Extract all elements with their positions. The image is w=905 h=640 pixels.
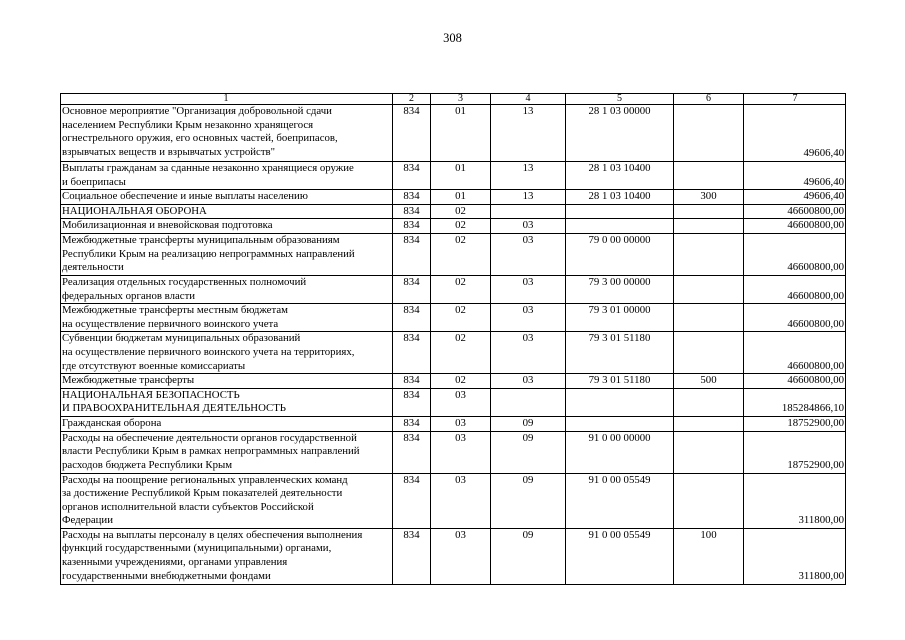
table-row [61,431,846,473]
cell-col5 [566,416,674,431]
cell-col4: 09 [491,431,566,473]
page-number: 308 [443,31,462,45]
header-cell-5: 5 [566,94,674,105]
cell-col6 [674,431,744,473]
cell-col3: 02 [431,219,491,234]
cell-col1: Межбюджетные трансферты муниципальным образованиям Республики Крым на реализацию непрограммных направлений деятельности [61,233,393,275]
header-cell-4: 4 [491,94,566,105]
cell-col3: 02 [431,374,491,389]
table-row [61,190,846,205]
cell-col7: 49606,40 [744,162,846,190]
cell-col1: Выплаты гражданам за сданные незаконно хранящиеся оружие и боеприпасы [61,162,393,190]
cell-col4: 03 [491,275,566,303]
cell-col6 [674,105,744,162]
cell-col7: 46600800,00 [744,374,846,389]
cell-col3: 03 [431,473,491,528]
cell-col4: 03 [491,374,566,389]
cell-col7: 185284866,10 [744,388,846,416]
cell-col6 [674,473,744,528]
cell-col1: Расходы на выплаты персоналу в целях обеспечения выполнения функций государственными (муниципальными) органами, казенными учреждениями, органами управления государственными внебюджетными фондами [61,528,393,584]
cell-col7: 49606,40 [744,190,846,205]
cell-col3: 02 [431,233,491,275]
header-cell-1: 1 [61,94,393,105]
cell-col3: 03 [431,528,491,584]
cell-col7: 311800,00 [744,528,846,584]
cell-col4: 03 [491,233,566,275]
cell-col1: Расходы на поощрение региональных управленческих команд за достижение Республикой Крым показателей деятельности органов исполнительной власти субъектов Российской Федерации [61,473,393,528]
cell-col4: 03 [491,304,566,332]
cell-col2: 834 [393,304,431,332]
cell-col1: НАЦИОНАЛЬНАЯ БЕЗОПАСНОСТЬ И ПРАВООХРАНИТЕЛЬНАЯ ДЕЯТЕЛЬНОСТЬ [61,388,393,416]
cell-col7: 46600800,00 [744,233,846,275]
cell-col6 [674,162,744,190]
table-row [61,332,846,374]
cell-col1: Мобилизационная и вневойсковая подготовка [61,219,393,234]
cell-col7: 46600800,00 [744,204,846,219]
cell-col4: 13 [491,190,566,205]
cell-col3: 01 [431,162,491,190]
cell-col4: 09 [491,473,566,528]
cell-col2: 834 [393,431,431,473]
cell-col2: 834 [393,190,431,205]
table-row [61,388,846,416]
cell-col7: 46600800,00 [744,332,846,374]
cell-col3: 03 [431,416,491,431]
cell-col6: 100 [674,528,744,584]
cell-col1: Расходы на обеспечение деятельности органов государственной власти Республики Крым в рамках непрограммных направлений расходов бюджета Республики Крым [61,431,393,473]
cell-col2: 834 [393,204,431,219]
cell-col4: 09 [491,528,566,584]
cell-col2: 834 [393,275,431,303]
cell-col7: 18752900,00 [744,416,846,431]
table-row [61,416,846,431]
cell-col6 [674,388,744,416]
cell-col4 [491,204,566,219]
cell-col3: 01 [431,105,491,162]
cell-col1: Социальное обеспечение и иные выплаты населению [61,190,393,205]
cell-col4: 13 [491,105,566,162]
cell-col4: 09 [491,416,566,431]
cell-col4: 03 [491,219,566,234]
cell-col5: 91 0 00 05549 [566,528,674,584]
table-row [61,304,846,332]
cell-col5: 79 3 01 51180 [566,332,674,374]
cell-col6 [674,416,744,431]
cell-col5 [566,204,674,219]
cell-col5: 28 1 03 00000 [566,105,674,162]
cell-col6: 500 [674,374,744,389]
cell-col3: 03 [431,431,491,473]
table-row [61,162,846,190]
cell-col3: 02 [431,304,491,332]
table-row [61,275,846,303]
cell-col3: 02 [431,204,491,219]
table-row [61,528,846,584]
cell-col4: 13 [491,162,566,190]
cell-col3: 02 [431,275,491,303]
cell-col2: 834 [393,416,431,431]
cell-col1: НАЦИОНАЛЬНАЯ ОБОРОНА [61,204,393,219]
cell-col5 [566,219,674,234]
cell-col6 [674,275,744,303]
table-row [61,105,846,162]
budget-table [60,93,846,585]
table-row [61,233,846,275]
cell-col2: 834 [393,528,431,584]
cell-col7: 18752900,00 [744,431,846,473]
header-cell-3: 3 [431,94,491,105]
table-row [61,473,846,528]
cell-col7: 311800,00 [744,473,846,528]
cell-col2: 834 [393,162,431,190]
cell-col5: 91 0 00 05549 [566,473,674,528]
cell-col5: 79 3 01 51180 [566,374,674,389]
cell-col5: 79 3 01 00000 [566,304,674,332]
cell-col5 [566,388,674,416]
cell-col1: Реализация отдельных государственных полномочий федеральных органов власти [61,275,393,303]
cell-col3: 03 [431,388,491,416]
cell-col1: Основное мероприятие "Организация добровольной сдачи населением Республики Крым незаконно хранящегося огнестрельного оружия, его основных частей, боеприпасов, взрывчатых веществ и взрывчатых устройств" [61,105,393,162]
table-row [61,204,846,219]
cell-col3: 02 [431,332,491,374]
cell-col4: 03 [491,332,566,374]
cell-col1: Гражданская оборона [61,416,393,431]
cell-col7: 46600800,00 [744,304,846,332]
cell-col6 [674,204,744,219]
table-row [61,374,846,389]
cell-col6 [674,233,744,275]
cell-col7: 46600800,00 [744,275,846,303]
header-cell-6: 6 [674,94,744,105]
cell-col2: 834 [393,388,431,416]
cell-col6: 300 [674,190,744,205]
cell-col4 [491,388,566,416]
cell-col1: Субвенции бюджетам муниципальных образований на осуществление первичного воинского учета на территориях, где отсутствуют военные комиссариаты [61,332,393,374]
cell-col2: 834 [393,105,431,162]
header-cell-2: 2 [393,94,431,105]
cell-col2: 834 [393,473,431,528]
cell-col5: 28 1 03 10400 [566,162,674,190]
cell-col6 [674,304,744,332]
cell-col2: 834 [393,374,431,389]
cell-col5: 79 3 00 00000 [566,275,674,303]
cell-col2: 834 [393,233,431,275]
header-cell-7: 7 [744,94,846,105]
cell-col6 [674,219,744,234]
cell-col5: 28 1 03 10400 [566,190,674,205]
table-header-row [61,94,846,105]
cell-col7: 49606,40 [744,105,846,162]
cell-col2: 834 [393,219,431,234]
cell-col6 [674,332,744,374]
cell-col3: 01 [431,190,491,205]
table-row [61,219,846,234]
cell-col1: Межбюджетные трансферты [61,374,393,389]
cell-col5: 91 0 00 00000 [566,431,674,473]
cell-col1: Межбюджетные трансферты местным бюджетам на осуществление первичного воинского учета [61,304,393,332]
cell-col2: 834 [393,332,431,374]
cell-col7: 46600800,00 [744,219,846,234]
cell-col5: 79 0 00 00000 [566,233,674,275]
